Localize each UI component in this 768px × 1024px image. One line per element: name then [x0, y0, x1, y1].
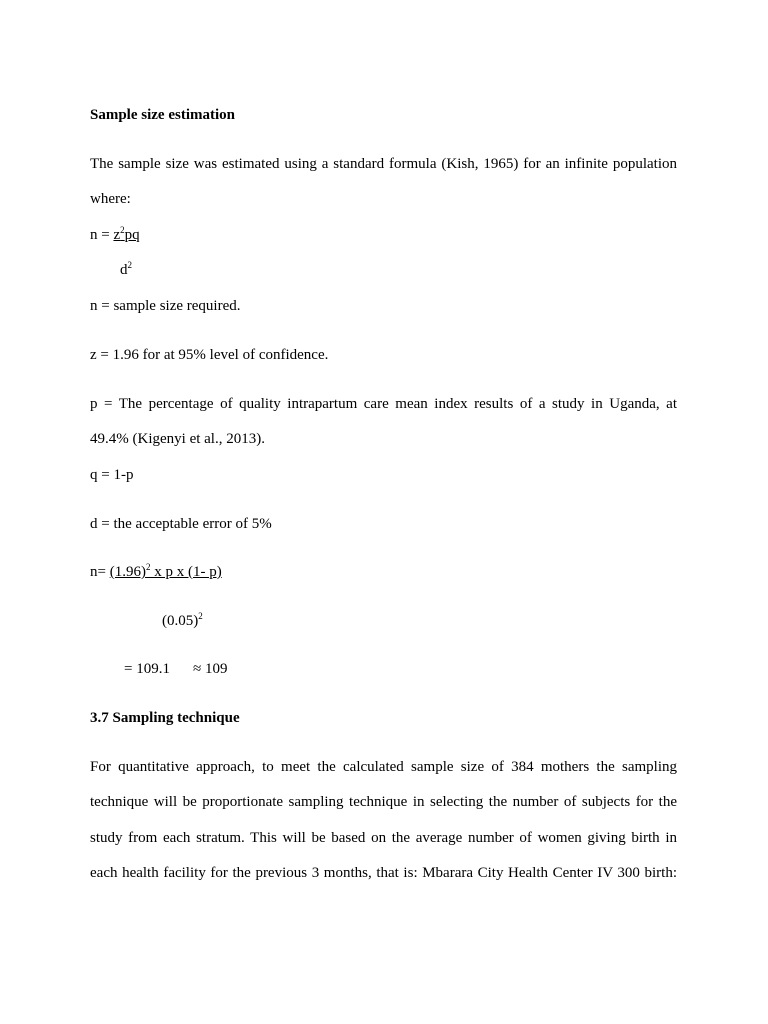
formula-result-approx: ≈ 109	[193, 661, 228, 677]
section-heading-sampling-technique: 3.7 Sampling technique	[90, 710, 240, 726]
formula-calc-denominator	[162, 612, 203, 630]
formula-kish-numerator	[90, 226, 140, 244]
section-heading-sample-size: Sample size estimation	[90, 107, 235, 123]
formula-calc-pq-terms: x p x (1- p)	[150, 564, 222, 580]
definition-n: n = sample size required.	[90, 298, 241, 314]
formula-kish-denominator	[120, 261, 132, 279]
intro-paragraph-line-1: The sample size was estimated using a standard formula (Kish, 1965) for an infinite population	[90, 156, 677, 172]
formula-calc-numerator-text	[110, 564, 222, 580]
formula-calc-z-exponent: 2	[145, 562, 151, 572]
intro-paragraph-line-2: where:	[90, 191, 131, 207]
formula-result-exact: = 109.1	[124, 661, 170, 677]
formula-kish-z: z	[113, 227, 121, 243]
formula-calc-d-exponent: 2	[198, 611, 203, 621]
formula-calc-z-value: (1.96)	[109, 564, 146, 580]
sampling-paragraph-line-2: technique will be proportionate sampling technique in selecting the number of subjects for the	[90, 794, 677, 810]
definition-d: d = the acceptable error of 5%	[90, 516, 272, 532]
formula-calc-d-value: (0.05)	[162, 613, 199, 629]
formula-kish-d: d	[120, 262, 128, 278]
sampling-paragraph-line-1: For quantitative approach, to meet the calculated sample size of 384 mothers the sampling	[90, 759, 677, 775]
sampling-paragraph-line-4: each health facility for the previous 3 months, that is: Mbarara City Health Center IV 300 birth:	[90, 865, 677, 881]
formula-calc-prefix: n=	[90, 564, 110, 580]
formula-kish-numerator-text	[113, 227, 139, 243]
sampling-paragraph-line-3: study from each stratum. This will be based on the average number of women giving birth in	[90, 830, 677, 846]
definition-q: q = 1-p	[90, 467, 134, 483]
formula-calc-numerator	[90, 563, 222, 581]
formula-kish-pq: pq	[124, 227, 140, 243]
definition-p-line-2: 49.4% (Kigenyi et al., 2013).	[90, 431, 265, 447]
definition-z: z = 1.96 for at 95% level of confidence.	[90, 347, 329, 363]
formula-kish-d-exponent: 2	[127, 260, 132, 270]
formula-kish-z-exponent: 2	[120, 225, 125, 235]
formula-kish-prefix: n =	[90, 227, 114, 243]
definition-p-line-1: p = The percentage of quality intrapartum care mean index results of a study in Uganda, at	[90, 396, 677, 412]
